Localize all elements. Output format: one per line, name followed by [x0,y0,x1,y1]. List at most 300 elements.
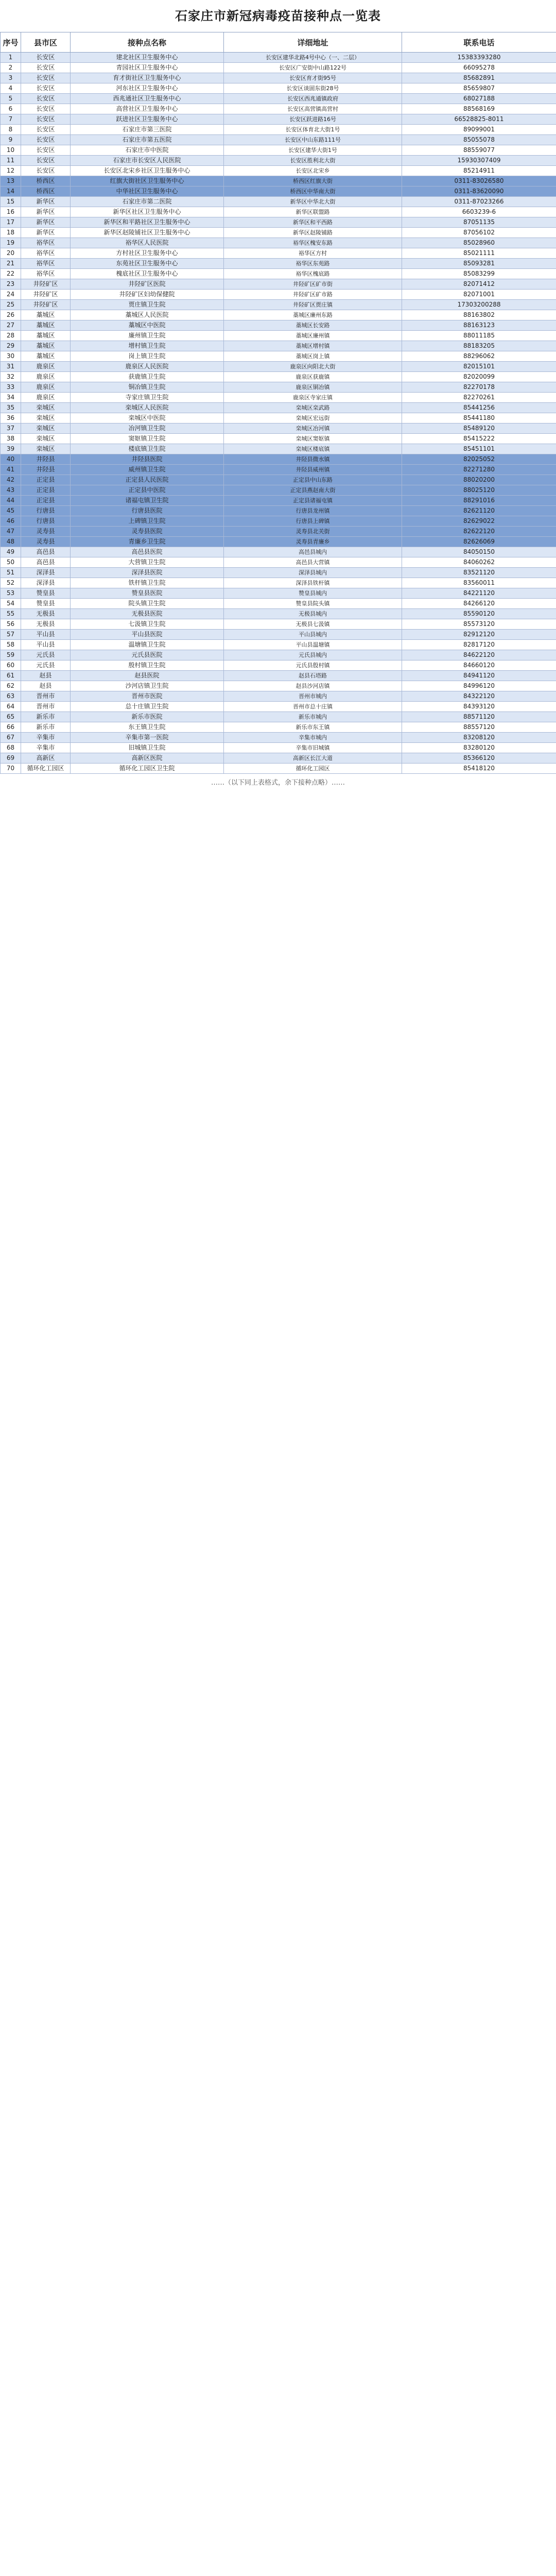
cell-index: 66 [1,722,21,733]
cell-site-name: 红旗大街社区卫生服务中心 [71,176,224,187]
cell-phone: 82621120 [402,506,556,516]
cell-phone: 84050150 [402,547,556,557]
table-row [1,753,556,764]
cell-index: 26 [1,310,21,320]
cell-phone: 17303200288 [402,300,556,310]
cell-district: 鹿泉区 [21,382,71,393]
cell-phone: 82912120 [402,630,556,640]
cell-district: 藁城区 [21,331,71,341]
table-row [1,351,556,362]
cell-district: 藁城区 [21,351,71,362]
cell-site-name: 殷村镇卫生院 [71,660,224,671]
cell-address: 正定县中山东路 [224,475,402,485]
cell-index: 45 [1,506,21,516]
cell-address: 长安区北宋乡 [224,166,402,176]
cell-phone: 85573120 [402,619,556,630]
cell-address: 行唐县上碑镇 [224,516,402,527]
cell-index: 10 [1,145,21,156]
cell-district: 新华区 [21,197,71,207]
cell-district: 高邑县 [21,547,71,557]
cell-district: 藁城区 [21,320,71,331]
table-row [1,588,556,599]
cell-site-name: 正定县人民医院 [71,475,224,485]
cell-index: 57 [1,630,21,640]
cell-index: 30 [1,351,21,362]
cell-site-name: 青廉乡卫生院 [71,537,224,547]
table-row [1,83,556,94]
cell-site-name: 青园社区卫生服务中心 [71,63,224,73]
cell-district: 行唐县 [21,516,71,527]
cell-phone: 82270261 [402,393,556,403]
table-row [1,125,556,135]
cell-phone: 85055078 [402,135,556,145]
cell-address: 灵寿县北关街 [224,527,402,537]
cell-site-name: 寺家庄镇卫生院 [71,393,224,403]
table-row [1,609,556,619]
cell-site-name: 栾城区中医院 [71,413,224,423]
cell-site-name: 铁杆镇卫生院 [71,578,224,588]
cell-site-name: 旧城镇卫生院 [71,743,224,753]
cell-index: 24 [1,290,21,300]
cell-phone: 84622120 [402,650,556,660]
cell-index: 69 [1,753,21,764]
cell-site-name: 正定县中医院 [71,485,224,496]
cell-site-name: 七汲镇卫生院 [71,619,224,630]
cell-site-name: 沙河店镇卫生院 [71,681,224,691]
cell-address: 裕华区槐安东路 [224,238,402,248]
cell-site-name: 行唐县医院 [71,506,224,516]
cell-address: 井陉矿区矿市路 [224,290,402,300]
cell-address: 赞皇县城内 [224,588,402,599]
cell-site-name: 威州镇卫生院 [71,465,224,475]
table-row [1,475,556,485]
cell-site-name: 窦妪镇卫生院 [71,434,224,444]
cell-phone: 85028960 [402,238,556,248]
cell-district: 藁城区 [21,310,71,320]
cell-address: 长安区育才街95号 [224,73,402,83]
cell-address: 鹿泉区向阳北大街 [224,362,402,372]
cell-site-name: 井陉县医院 [71,454,224,465]
cell-district: 赞皇县 [21,588,71,599]
cell-district: 平山县 [21,630,71,640]
cell-index: 68 [1,743,21,753]
page-title: 石家庄市新冠病毒疫苗接种点一览表 [175,8,381,23]
table-row [1,166,556,176]
cell-index: 33 [1,382,21,393]
cell-index: 49 [1,547,21,557]
cell-index: 60 [1,660,21,671]
cell-site-name: 岗上镇卫生院 [71,351,224,362]
cell-index: 53 [1,588,21,599]
cell-phone: 85093281 [402,259,556,269]
cell-address: 栾城区冶河镇 [224,423,402,434]
cell-address: 井陉矿区贾庄镇 [224,300,402,310]
cell-address: 鹿泉区获鹿镇 [224,372,402,382]
cell-index: 28 [1,331,21,341]
table-row [1,423,556,434]
cell-index: 48 [1,537,21,547]
table-row [1,619,556,630]
cell-phone: 66095278 [402,63,556,73]
cell-phone: 88296062 [402,351,556,362]
cell-index: 18 [1,228,21,238]
table-row [1,217,556,228]
cell-phone: 82020099 [402,372,556,382]
cell-index: 34 [1,393,21,403]
cell-phone: 84221120 [402,588,556,599]
cell-phone: 82817120 [402,640,556,650]
cell-district: 正定县 [21,485,71,496]
cell-district: 长安区 [21,94,71,104]
cell-district: 长安区 [21,73,71,83]
table-row [1,279,556,290]
table-row [1,496,556,506]
cell-address: 井陉县微水镇 [224,454,402,465]
cell-phone: 84060262 [402,557,556,568]
cell-site-name: 平山县医院 [71,630,224,640]
table-row [1,444,556,454]
cell-index: 50 [1,557,21,568]
cell-index: 15 [1,197,21,207]
cell-district: 栾城区 [21,413,71,423]
table-row [1,290,556,300]
table-row [1,454,556,465]
table-row [1,630,556,640]
table-row [1,557,556,568]
cell-index: 54 [1,599,21,609]
cell-district: 长安区 [21,53,71,63]
cell-site-name: 上碑镇卫生院 [71,516,224,527]
cell-phone: 83280120 [402,743,556,753]
table-row [1,362,556,372]
cell-district: 长安区 [21,125,71,135]
cell-district: 晋州市 [21,702,71,712]
cell-phone: 0311-83620090 [402,187,556,197]
cell-index: 11 [1,156,21,166]
cell-district: 裕华区 [21,238,71,248]
cell-phone: 84941120 [402,671,556,681]
cell-district: 鹿泉区 [21,362,71,372]
cell-index: 63 [1,691,21,702]
cell-address: 井陉矿区矿市街 [224,279,402,290]
cell-district: 平山县 [21,640,71,650]
cell-index: 67 [1,733,21,743]
table-row [1,310,556,320]
table-row [1,485,556,496]
table-row [1,94,556,104]
cell-index: 8 [1,125,21,135]
cell-index: 42 [1,475,21,485]
cell-index: 21 [1,259,21,269]
cell-phone: 83208120 [402,733,556,743]
cell-phone: 88020200 [402,475,556,485]
cell-address: 栾城区栾武路 [224,403,402,413]
cell-address: 平山县温塘镇 [224,640,402,650]
cell-phone: 85590120 [402,609,556,619]
cell-site-name: 东苑社区卫生服务中心 [71,259,224,269]
cell-address: 藁城区增村镇 [224,341,402,351]
table-row [1,403,556,413]
cell-site-name: 温塘镇卫生院 [71,640,224,650]
cell-phone: 88557120 [402,722,556,733]
cell-site-name: 井陉矿区妇幼保健院 [71,290,224,300]
header-site-name: 接种点名称 [71,32,224,53]
cell-address: 鹿泉区寺家庄镇 [224,393,402,403]
cell-phone: 0311-87023266 [402,197,556,207]
cell-site-name: 赵县医院 [71,671,224,681]
cell-district: 辛集市 [21,743,71,753]
table-row [1,671,556,681]
cell-index: 35 [1,403,21,413]
cell-address: 长安区谈固东街28号 [224,83,402,94]
cell-site-name: 无极县医院 [71,609,224,619]
cell-address: 晋州市总十庄镇 [224,702,402,712]
table-row [1,393,556,403]
table-row [1,681,556,691]
table-row [1,640,556,650]
cell-phone: 82071412 [402,279,556,290]
cell-address: 长安区西兆通镇政府 [224,94,402,104]
table-row [1,320,556,331]
cell-index: 25 [1,300,21,310]
cell-phone: 85366120 [402,753,556,764]
cell-index: 17 [1,217,21,228]
cell-index: 44 [1,496,21,506]
table-row [1,702,556,712]
table-row [1,269,556,279]
cell-site-name: 新华区社区卫生服务中心 [71,207,224,217]
table-row [1,248,556,259]
cell-address: 藁城区廉州东路 [224,310,402,320]
cell-phone: 15383393280 [402,53,556,63]
cell-district: 高新区 [21,753,71,764]
cell-index: 9 [1,135,21,145]
cell-phone: 88559077 [402,145,556,156]
cell-phone: 82071001 [402,290,556,300]
cell-district: 深泽县 [21,578,71,588]
cell-address: 桥西区中华南大街 [224,187,402,197]
table-row [1,465,556,475]
cell-site-name: 藁城区中医院 [71,320,224,331]
cell-site-name: 井陉矿区医院 [71,279,224,290]
table-row [1,660,556,671]
cell-district: 新乐市 [21,712,71,722]
cell-phone: 6603239-6 [402,207,556,217]
table-row [1,197,556,207]
cell-site-name: 西兆通社区卫生服务中心 [71,94,224,104]
cell-phone: 83560011 [402,578,556,588]
table-row [1,578,556,588]
table-row [1,650,556,660]
cell-district: 元氏县 [21,660,71,671]
cell-index: 39 [1,444,21,454]
cell-district: 井陉县 [21,465,71,475]
cell-address: 辛集市城内 [224,733,402,743]
cell-address: 高新区长江大道 [224,753,402,764]
cell-district: 桥西区 [21,176,71,187]
table-row [1,156,556,166]
cell-index: 61 [1,671,21,681]
cell-phone: 84266120 [402,599,556,609]
table-row [1,300,556,310]
cell-district: 裕华区 [21,248,71,259]
cell-phone: 82626069 [402,537,556,547]
cell-district: 桥西区 [21,187,71,197]
cell-district: 高邑县 [21,557,71,568]
cell-index: 62 [1,681,21,691]
cell-index: 37 [1,423,21,434]
table-row [1,413,556,423]
cell-address: 栾城区宏远街 [224,413,402,423]
cell-phone: 15930307409 [402,156,556,166]
table-row [1,331,556,341]
cell-phone: 85415222 [402,434,556,444]
table-row [1,207,556,217]
cell-address: 桥西区红旗大街 [224,176,402,187]
cell-district: 无极县 [21,619,71,630]
table-row [1,537,556,547]
table-header-row [1,32,556,53]
cell-phone: 84996120 [402,681,556,691]
cell-phone: 0311-83026580 [402,176,556,187]
cell-site-name: 高新区医院 [71,753,224,764]
cell-index: 58 [1,640,21,650]
table-row [1,114,556,125]
header-index: 序号 [1,32,21,53]
cell-address: 新乐市东王镇 [224,722,402,733]
cell-address: 灵寿县青廉乡 [224,537,402,547]
cell-phone: 85418120 [402,764,556,774]
cell-site-name: 长安区北宋乡社区卫生服务中心 [71,166,224,176]
cell-site-name: 深泽县医院 [71,568,224,578]
cell-address: 裕华区东苑路 [224,259,402,269]
cell-phone: 85659807 [402,83,556,94]
cell-address: 高邑县城内 [224,547,402,557]
table-row [1,187,556,197]
cell-address: 元氏县城内 [224,650,402,660]
table-row [1,568,556,578]
cell-district: 长安区 [21,104,71,114]
cell-site-name: 石家庄市长安区人民医院 [71,156,224,166]
cell-site-name: 槐底社区卫生服务中心 [71,269,224,279]
cell-district: 长安区 [21,145,71,156]
cell-phone: 68027188 [402,94,556,104]
cell-index: 7 [1,114,21,125]
cell-address: 栾城区楼底镇 [224,444,402,454]
cell-site-name: 高邑县医院 [71,547,224,557]
cell-address: 鹿泉区铜冶镇 [224,382,402,393]
table-row [1,712,556,722]
table-row [1,382,556,393]
cell-district: 井陉县 [21,454,71,465]
cell-phone: 82025052 [402,454,556,465]
cell-site-name: 贾庄镇卫生院 [71,300,224,310]
vaccination-sites-table [0,32,556,774]
table-row [1,506,556,516]
cell-phone: 85489120 [402,423,556,434]
table-row [1,104,556,114]
cell-district: 裕华区 [21,269,71,279]
cell-index: 27 [1,320,21,331]
cell-index: 2 [1,63,21,73]
cell-index: 70 [1,764,21,774]
cell-phone: 89099001 [402,125,556,135]
cell-site-name: 增村镇卫生院 [71,341,224,351]
cell-phone: 84660120 [402,660,556,671]
cell-site-name: 跃进社区卫生服务中心 [71,114,224,125]
cell-address: 新华区中华北大街 [224,197,402,207]
cell-address: 晋州市城内 [224,691,402,702]
cell-phone: 85441256 [402,403,556,413]
cell-index: 3 [1,73,21,83]
cell-district: 赞皇县 [21,599,71,609]
cell-phone: 88011185 [402,331,556,341]
cell-phone: 66528825-8011 [402,114,556,125]
cell-index: 41 [1,465,21,475]
cell-index: 47 [1,527,21,537]
cell-address: 循环化工园区 [224,764,402,774]
header-address: 详细地址 [224,32,402,53]
cell-district: 新华区 [21,217,71,228]
table-row [1,743,556,753]
cell-index: 14 [1,187,21,197]
table-row [1,764,556,774]
cell-address: 藁城区长安路 [224,320,402,331]
cell-district: 长安区 [21,166,71,176]
cell-district: 无极县 [21,609,71,619]
cell-site-name: 循环化工园区卫生院 [71,764,224,774]
cell-district: 新乐市 [21,722,71,733]
table-row [1,145,556,156]
cell-address: 裕华区槐底路 [224,269,402,279]
cell-address: 无极县七汲镇 [224,619,402,630]
cell-index: 19 [1,238,21,248]
cell-district: 长安区 [21,83,71,94]
cell-phone: 88163802 [402,310,556,320]
cell-phone: 88571120 [402,712,556,722]
table-row [1,722,556,733]
cell-site-name: 楼底镇卫生院 [71,444,224,454]
cell-site-name: 新华区和平路社区卫生服务中心 [71,217,224,228]
cell-district: 长安区 [21,135,71,145]
table-row [1,135,556,145]
cell-index: 32 [1,372,21,382]
cell-district: 栾城区 [21,423,71,434]
cell-phone: 82622120 [402,527,556,537]
cell-phone: 85021111 [402,248,556,259]
header-phone: 联系电话 [402,32,556,53]
cell-address: 辛集市旧城镇 [224,743,402,753]
cell-phone: 85451101 [402,444,556,454]
cell-phone: 85083299 [402,269,556,279]
table-row [1,434,556,444]
cell-index: 4 [1,83,21,94]
cell-address: 赵县沙河店镇 [224,681,402,691]
cell-site-name: 石家庄市第二医院 [71,197,224,207]
cell-index: 22 [1,269,21,279]
cell-address: 赞皇县院头镇 [224,599,402,609]
table-row [1,372,556,382]
cell-index: 29 [1,341,21,351]
cell-district: 辛集市 [21,733,71,743]
cell-address: 赵县石塔路 [224,671,402,681]
table-row [1,691,556,702]
cell-site-name: 诸福屯镇卫生院 [71,496,224,506]
cell-site-name: 建北社区卫生服务中心 [71,53,224,63]
cell-district: 井陉矿区 [21,290,71,300]
cell-district: 鹿泉区 [21,393,71,403]
cell-district: 鹿泉区 [21,372,71,382]
